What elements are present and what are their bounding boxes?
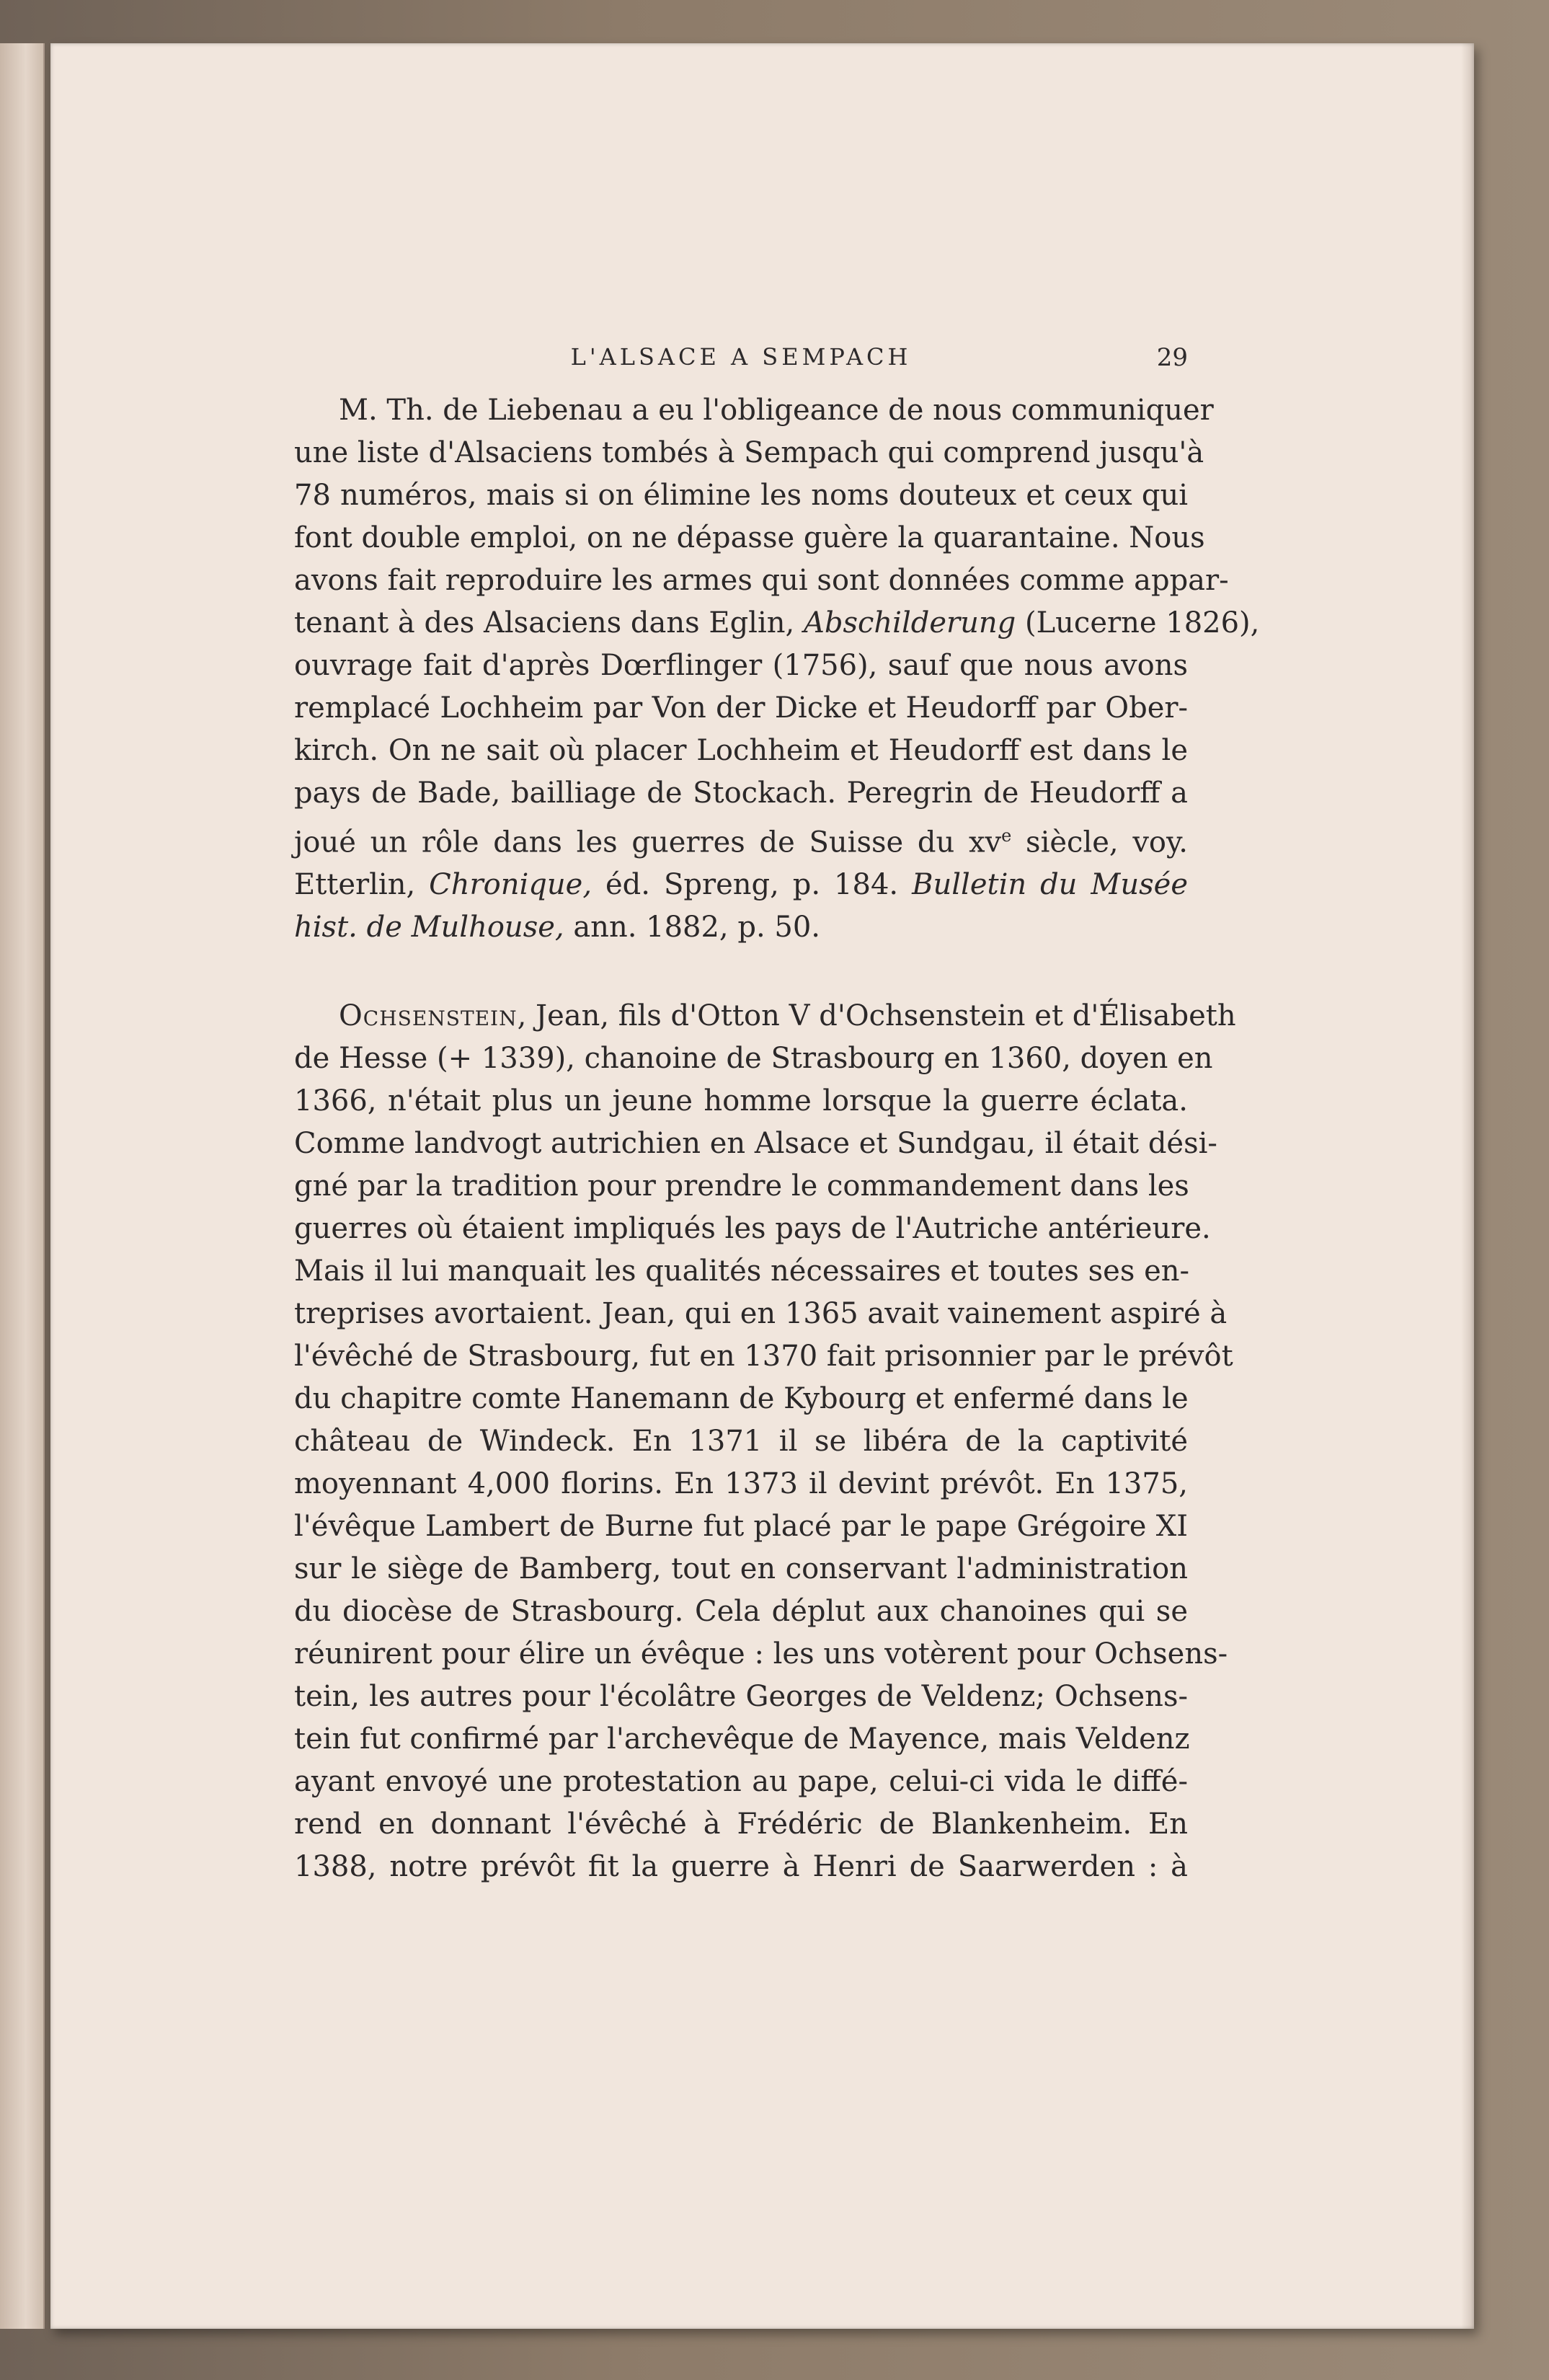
text-line — [294, 906, 1188, 949]
text-line: 78 numéros, mais si on élimine les noms douteux et ceux qui — [294, 479, 1188, 512]
page-number: 29 — [1156, 343, 1188, 372]
text-line: Comme landvogt autrichien en Alsace et Sundgau, il était dési- — [294, 1127, 1217, 1161]
text-line: pays de Bade, bailliage de Stockach. Peregrin de Heudorff a — [294, 777, 1188, 810]
running-title: L'ALSACE A SEMPACH — [570, 343, 912, 371]
body-text — [294, 389, 1260, 1888]
text-line — [294, 602, 1260, 645]
text-fragment: (Lucerne 1826), — [1024, 606, 1260, 640]
text-line: remplacé Lochheim par Von der Dicke et Heudorff par Ober- — [294, 691, 1188, 725]
text-fragment: , Jean, fils d'Otton V d'Ochsenstein et d'Élisabeth — [517, 999, 1236, 1033]
text-line: font double emploi, on ne dépasse guère la quarantaine. Nous — [294, 521, 1205, 554]
paragraph-gap — [294, 949, 1188, 995]
book-title-italic: hist. de Mulhouse, — [294, 911, 564, 945]
paragraph-liebenau — [294, 389, 1260, 949]
text-fragment: ann. 1882, p. 50. — [573, 911, 821, 945]
text-line: treprises avortaient. Jean, qui en 1365 avait vainement aspiré à — [294, 1297, 1228, 1331]
text-line: avons fait reproduire les armes qui sont données comme appar- — [294, 564, 1229, 597]
facing-page-edge — [0, 43, 45, 2329]
text-line: château de Windeck. En 1371 il se libéra de la captivité — [294, 1425, 1188, 1459]
text-line: 1388, notre prévôt fit la guerre à Henri de Saarwerden : à — [294, 1850, 1188, 1884]
text-line: rend en donnant l'évêché à Frédéric de Blankenheim. En — [294, 1808, 1188, 1841]
text-line: kirch. On ne sait où placer Lochheim et Heudorff est dans le — [294, 734, 1188, 767]
text-line: 1366, n'était plus un jeune homme lorsque la guerre éclata. — [294, 1084, 1188, 1118]
text-line — [294, 864, 1188, 906]
text-line: du chapitre comte Hanemann de Kybourg et enfermé dans le — [294, 1382, 1189, 1416]
superscript: e — [1001, 826, 1012, 846]
text-line: tein fut confirmé par l'archevêque de Mayence, mais Veldenz — [294, 1722, 1190, 1756]
paragraph-ochsenstein — [294, 995, 1236, 1888]
text-line: l'évêque Lambert de Burne fut placé par le pape Grégoire XI — [294, 1510, 1188, 1544]
text-line: Mais il lui manquait les qualités nécessaires et toutes ses en- — [294, 1255, 1190, 1288]
book-title-italic: Abschilderung — [803, 606, 1016, 640]
text-line: sur le siège de Bamberg, tout en conservant l'administration — [294, 1552, 1188, 1586]
text-line: gné par la tradition pour prendre le commandement dans les — [294, 1169, 1189, 1203]
text-line — [294, 995, 1236, 1038]
text-line: tein, les autres pour l'écolâtre Georges de Veldenz; Ochsens- — [294, 1680, 1188, 1714]
text-line — [294, 815, 1188, 864]
text-line: ayant envoyé une protestation au pape, celui-ci vida le diffé- — [294, 1765, 1188, 1799]
text-fragment: siècle, voy. — [1011, 826, 1189, 859]
page-edge-shadow — [1461, 43, 1474, 2329]
text-line: réunirent pour élire un évêque : les uns votèrent pour Ochsens- — [294, 1637, 1228, 1671]
text-fragment: Etterlin, — [294, 868, 416, 902]
text-fragment: éd. Spreng, p. 184. — [605, 868, 899, 902]
running-head — [294, 343, 1188, 379]
text-line: ouvrage fait d'après Dœrflinger (1756), sauf que nous avons — [294, 649, 1188, 682]
entry-name: Ochsenstein — [339, 999, 518, 1033]
text-line: du diocèse de Strasbourg. Cela déplut aux chanoines qui se — [294, 1595, 1188, 1629]
text-fragment: tenant à des Alsaciens dans Eglin, — [294, 606, 795, 640]
text-fragment: joué un rôle dans les guerres de Suisse du xv — [294, 826, 1002, 859]
text-line: l'évêché de Strasbourg, fut en 1370 fait prisonnier par le prévôt — [294, 1340, 1233, 1373]
text-line: une liste d'Alsaciens tombés à Sempach qui comprend jusqu'à — [294, 436, 1204, 469]
text-line: de Hesse (+ 1339), chanoine de Strasbourg en 1360, doyen en — [294, 1042, 1213, 1076]
text-line: M. Th. de Liebenau a eu l'obligeance de nous communiquer — [339, 394, 1214, 427]
text-line: moyennant 4,000 florins. En 1373 il devint prévôt. En 1375, — [294, 1467, 1188, 1501]
text-line: guerres où étaient impliqués les pays de l'Autriche antérieure. — [294, 1212, 1211, 1246]
book-title-italic: Chronique, — [429, 868, 592, 902]
book-title-italic: Bulletin du Musée — [912, 868, 1188, 902]
